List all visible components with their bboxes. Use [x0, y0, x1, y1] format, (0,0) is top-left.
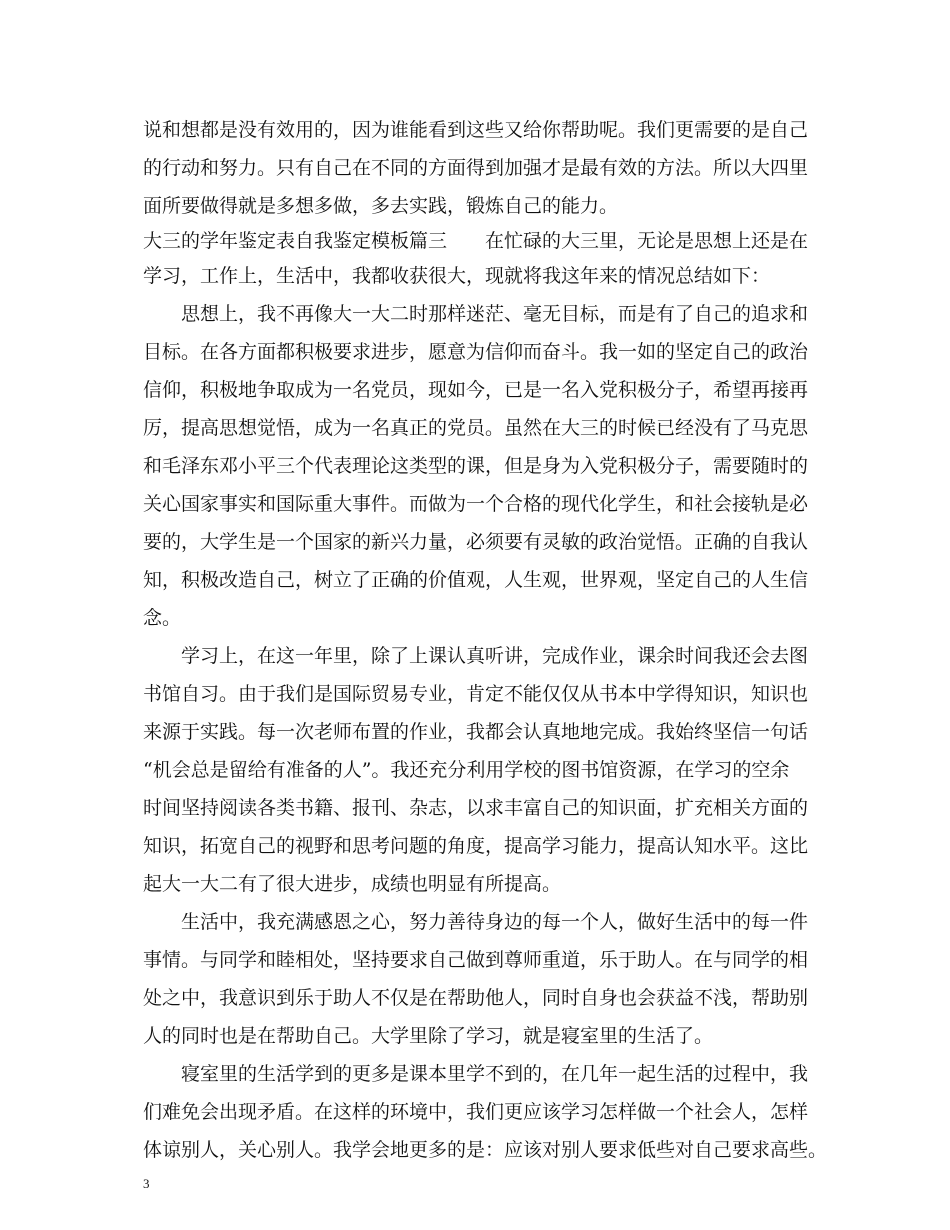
text-line-8: 信仰，积极地争取成为一名党员，现如今，已是一名入党积极分子，希望再接再: [143, 379, 809, 401]
text-line-11: 关心国家事实和国际重大事件。而做为一个合格的现代化学生，和社会接轨是必: [143, 493, 809, 515]
text-line-28: 体谅别人，关心别人。我学会地更多的是：应该对别人要求低些对自己要求高些。: [143, 1139, 828, 1161]
text-line-24: 处之中，我意识到乐于助人不仅是在帮助他人，同时自身也会获益不浅，帮助别: [143, 987, 809, 1009]
text-line-18: “机会总是留给有准备的人”。我还充分利用学校的图书馆资源，在学习的空余: [143, 759, 790, 781]
text-line-17: 来源于实践。每一次老师布置的作业，我都会认真地地完成。我始终坚信一句话: [143, 721, 809, 743]
text-line-26: 寝室里的生活学到的更多是课本里学不到的，在几年一起生活的过程中，我: [143, 1063, 809, 1085]
text-line-3: 面所要做得就是多想多做，多去实践，锻炼自己的能力。: [143, 195, 619, 217]
text-line-6: 思想上，我不再像大一大二时那样迷茫、毫无目标，而是有了自己的追求和: [143, 303, 809, 325]
text-line-22: 生活中，我充满感恩之心，努力善待身边的每一个人，做好生活中的每一件: [143, 911, 809, 933]
text-line-23: 事情。与同学和睦相处，坚持要求自己做到尊师重道，乐于助人。在与同学的相: [143, 949, 809, 971]
text-line-14: 念。: [143, 607, 182, 629]
text-line-15: 学习上，在这一年里，除了上课认真听讲，完成作业，课余时间我还会去图: [143, 645, 809, 667]
text-line-7: 目标。在各方面都积极要求进步，愿意为信仰而奋斗。我一如的坚定自己的政治: [143, 341, 809, 363]
text-line-25: 人的同时也是在帮助自己。大学里除了学习，就是寝室里的生活了。: [143, 1025, 714, 1047]
text-line-5: 学习，工作上，生活中，我都收获很大，现就将我这年来的情况总结如下：: [143, 265, 771, 287]
text-line-4: 大三的学年鉴定表自我鉴定模板篇三 在忙碌的大三里，无论是思想上还是在: [143, 230, 809, 252]
text-line-19: 时间坚持阅读各类书籍、报刊、杂志，以求丰富自己的知识面，扩充相关方面的: [143, 797, 809, 819]
text-line-21: 起大一大二有了很大进步，成绩也明显有所提高。: [143, 873, 562, 895]
text-line-20: 知识，拓宽自己的视野和思考问题的角度，提高学习能力，提高认知水平。这比: [143, 835, 809, 857]
text-line-2: 的行动和努力。只有自己在不同的方面得到加强才是最有效的方法。所以大四里: [143, 157, 809, 179]
text-line-27: 们难免会出现矛盾。在这样的环境中，我们更应该学习怎样做一个社会人，怎样: [143, 1101, 809, 1123]
text-line-16: 书馆自习。由于我们是国际贸易专业，肯定不能仅仅从书本中学得知识，知识也: [143, 683, 809, 705]
text-line-1: 说和想都是没有效用的，因为谁能看到这些又给你帮助呢。我们更需要的是自己: [143, 119, 809, 141]
page-number: 3: [143, 1176, 150, 1191]
text-line-12: 要的，大学生是一个国家的新兴力量，必须要有灵敏的政治觉悟。正确的自我认: [143, 531, 809, 553]
text-line-10: 和毛泽东邓小平三个代表理论这类型的课，但是身为入党积极分子，需要随时的: [143, 455, 809, 477]
text-line-13: 知，积极改造自己，树立了正确的价值观，人生观，世界观，坚定自己的人生信: [143, 569, 809, 591]
text-line-9: 厉，提高思想觉悟，成为一名真正的党员。虽然在大三的时候已经没有了马克思: [143, 417, 809, 439]
